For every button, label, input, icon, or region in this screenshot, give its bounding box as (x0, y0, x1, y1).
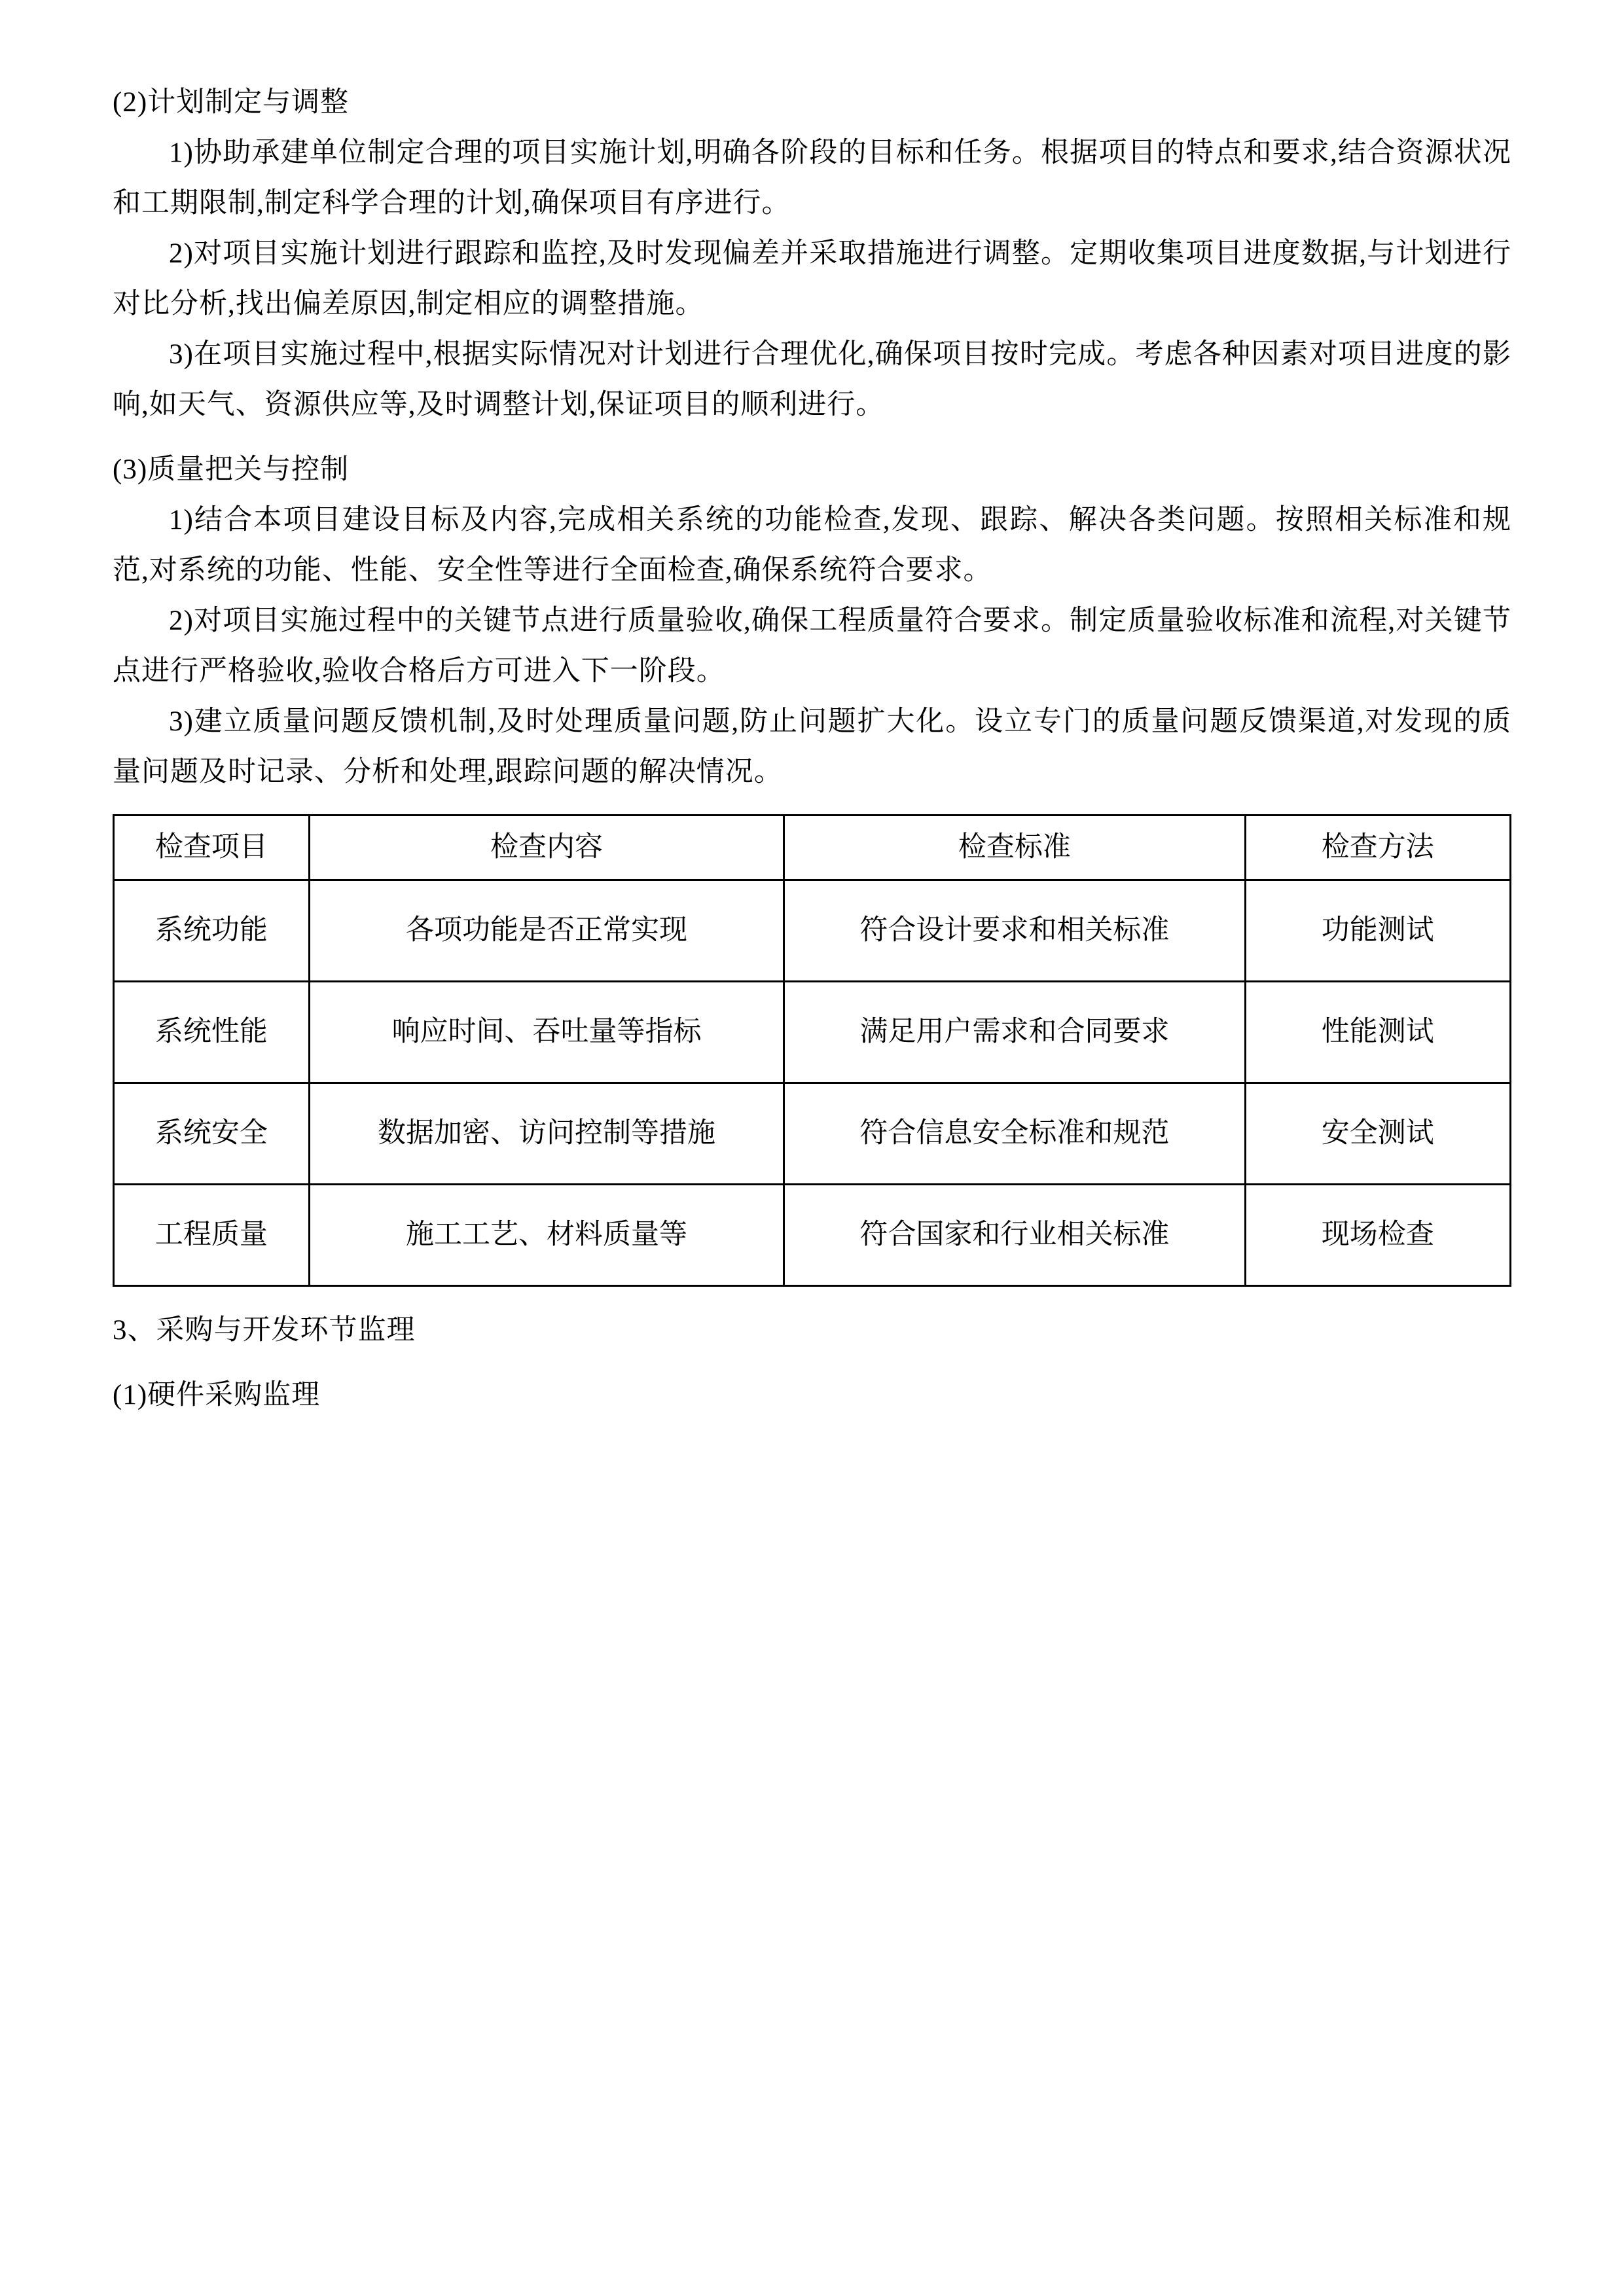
table-cell: 性能测试 (1245, 982, 1510, 1083)
table-cell: 响应时间、吞吐量等指标 (309, 982, 784, 1083)
paragraph-plan-1: 1)协助承建单位制定合理的项目实施计划,明确各阶段的目标和任务。根据项目的特点和要求,结合资源状况和工期限制,制定科学合理的计划,确保项目有序进行。 (113, 137, 1511, 219)
table-cell: 系统功能 (114, 880, 310, 982)
table-cell: 符合设计要求和相关标准 (784, 880, 1245, 982)
table-cell: 现场检查 (1245, 1185, 1510, 1286)
table-row (114, 1083, 1511, 1185)
table-cell: 各项功能是否正常实现 (309, 880, 784, 982)
table-cell: 符合信息安全标准和规范 (784, 1083, 1245, 1185)
paragraph-plan-3: 3)在项目实施过程中,根据实际情况对计划进行合理优化,确保项目按时完成。考虑各种因素对项目进度的影响,如天气、资源供应等,及时调整计划,保证项目的顺利进行。 (113, 339, 1511, 420)
table-header-method: 检查方法 (1245, 816, 1510, 880)
table-cell: 系统安全 (114, 1083, 310, 1185)
table-header-content: 检查内容 (309, 816, 784, 880)
table-cell: 符合国家和行业相关标准 (784, 1185, 1245, 1286)
table-cell: 施工工艺、材料质量等 (309, 1185, 784, 1286)
section-heading-quality: (3)质量把关与控制 (113, 454, 350, 485)
paragraph-plan-2: 2)对项目实施计划进行跟踪和监控,及时发现偏差并采取措施进行调整。定期收集项目进度数据,与计划进行对比分析,找出偏差原因,制定相应的调整措施。 (113, 238, 1511, 319)
table-cell: 系统性能 (114, 982, 310, 1083)
table-row (114, 880, 1511, 982)
table-cell: 满足用户需求和合同要求 (784, 982, 1245, 1083)
table-cell: 安全测试 (1245, 1083, 1510, 1185)
quality-check-table (113, 814, 1511, 1287)
paragraph-quality-1: 1)结合本项目建设目标及内容,完成相关系统的功能检查,发现、跟踪、解决各类问题。按照相关标准和规范,对系统的功能、性能、安全性等进行全面检查,确保系统符合要求。 (113, 505, 1511, 586)
section-heading-plan: (2)计划制定与调整 (113, 87, 350, 118)
section-heading-procurement: 3、采购与开发环节监理 (113, 1315, 416, 1346)
section-heading-hardware-procurement: (1)硬件采购监理 (113, 1380, 321, 1410)
paragraph-quality-2: 2)对项目实施过程中的关键节点进行质量验收,确保工程质量符合要求。制定质量验收标准和流程,对关键节点进行严格验收,验收合格后方可进入下一阶段。 (113, 605, 1511, 687)
paragraph-quality-3: 3)建立质量问题反馈机制,及时处理质量问题,防止问题扩大化。设立专门的质量问题反馈渠道,对发现的质量问题及时记录、分析和处理,跟踪问题的解决情况。 (113, 706, 1511, 787)
table-header-standard: 检查标准 (784, 816, 1245, 880)
table-header-row (114, 816, 1511, 880)
table-row (114, 982, 1511, 1083)
table-header-item: 检查项目 (114, 816, 310, 880)
table-row (114, 1185, 1511, 1286)
table-cell: 功能测试 (1245, 880, 1510, 982)
table-cell: 数据加密、访问控制等措施 (309, 1083, 784, 1185)
table-cell: 工程质量 (114, 1185, 310, 1286)
